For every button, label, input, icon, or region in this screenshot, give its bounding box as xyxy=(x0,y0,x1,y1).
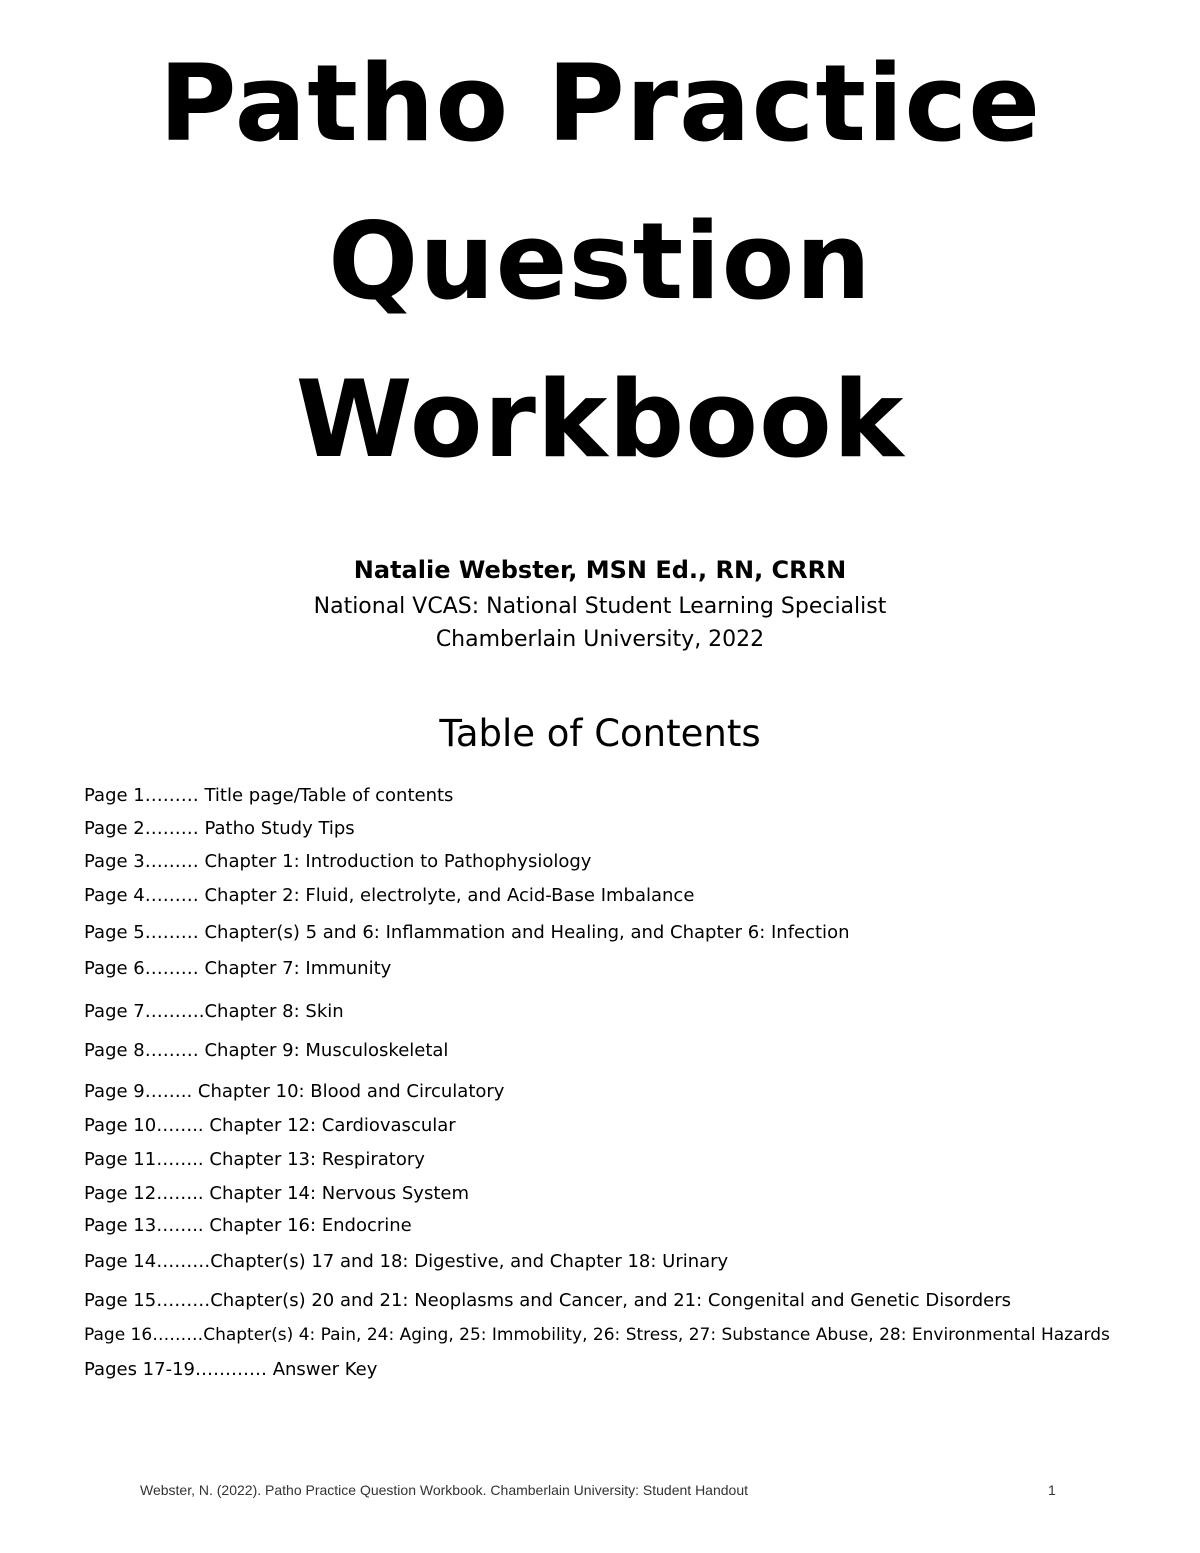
toc-entry xyxy=(84,850,591,874)
toc-entry xyxy=(84,1080,504,1104)
toc-leader: …….. xyxy=(156,1183,204,1204)
toc-page-label: Page 10 xyxy=(84,1115,157,1136)
toc-entry-title: Chapter 1: Introduction to Pathophysiology xyxy=(198,851,592,872)
author-role: National VCAS: National Student Learning Specialist xyxy=(313,594,887,619)
toc-entry-title: Chapter 10: Blood and Circulatory xyxy=(192,1081,505,1102)
toc-entry xyxy=(84,884,694,908)
toc-entry-title: Chapter 9: Musculoskeletal xyxy=(198,1040,449,1061)
toc-page-label: Page 12 xyxy=(84,1183,157,1204)
toc-leader: …….. xyxy=(156,1115,204,1136)
toc-entry xyxy=(84,1114,456,1138)
toc-entry-title: Patho Study Tips xyxy=(198,818,355,839)
toc-leader: ……… xyxy=(144,958,199,979)
toc-entry-title: Chapter 8: Skin xyxy=(204,1001,344,1022)
toc-page-label: Page 3 xyxy=(84,851,145,872)
toc-entry xyxy=(84,784,453,808)
title-line-1: Patho Practice xyxy=(158,42,1042,165)
toc-entry-title: Chapter 7: Immunity xyxy=(198,958,392,979)
toc-leader: ……… xyxy=(144,851,199,872)
toc-page-label: Page 8 xyxy=(84,1040,145,1061)
toc-entry-title: Chapter(s) 17 and 18: Digestive, and Chapter 18: Urinary xyxy=(210,1251,729,1272)
title-line-3: Workbook xyxy=(295,358,905,481)
toc-page-label: Page 13 xyxy=(84,1215,157,1236)
toc-page-label: Page 6 xyxy=(84,958,145,979)
toc-page-label: Page 2 xyxy=(84,818,145,839)
toc-entry xyxy=(84,1358,377,1382)
footer-citation: Webster, N. (2022). Patho Practice Question Workbook. Chamberlain University: Student Handout xyxy=(140,1482,749,1498)
toc-entry-title: Chapter 16: Endocrine xyxy=(203,1215,412,1236)
toc-entry xyxy=(84,1182,469,1206)
toc-entry xyxy=(84,1323,1110,1347)
toc-entry-title: Chapter(s) 20 and 21: Neoplasms and Cancer, and 21: Congenital and Genetic Disorders xyxy=(210,1290,1012,1311)
toc-entry-title: Chapter 12: Cardiovascular xyxy=(203,1115,456,1136)
toc-leader: ……… xyxy=(156,1290,211,1311)
toc-entry xyxy=(84,1289,1011,1313)
toc-leader: …….. xyxy=(156,1215,204,1236)
toc-entry xyxy=(84,1148,425,1172)
toc-entry-title: Chapter 14: Nervous System xyxy=(203,1183,469,1204)
toc-page-label: Page 11 xyxy=(84,1149,157,1170)
toc-page-label: Page 1 xyxy=(84,785,145,806)
toc-entry xyxy=(84,1214,412,1238)
toc-leader: ……… xyxy=(144,785,199,806)
toc-page-label: Page 14 xyxy=(84,1251,157,1272)
toc-entry-title: Chapter 2: Fluid, electrolyte, and Acid-Base Imbalance xyxy=(198,885,695,906)
toc-heading: Table of Contents xyxy=(439,712,761,755)
toc-page-label: Page 9 xyxy=(84,1081,145,1102)
footer-page-number: 1 xyxy=(1048,1482,1056,1498)
author-institution: Chamberlain University, 2022 xyxy=(435,627,765,652)
toc-entry xyxy=(84,921,849,945)
toc-page-label: Page 7 xyxy=(84,1001,145,1022)
toc-leader: ……… xyxy=(144,1040,199,1061)
toc-page-label: Page 16 xyxy=(84,1325,153,1345)
toc-entry-title: Answer Key xyxy=(266,1359,378,1380)
author-name: Natalie Webster, MSN Ed., RN, CRRN xyxy=(353,556,847,584)
title-line-2: Question xyxy=(328,200,872,323)
toc-entry-title: Chapter(s) 5 and 6: Inflammation and Healing, and Chapter 6: Infection xyxy=(198,922,850,943)
toc-page-label: Pages 17-19 xyxy=(84,1359,195,1380)
toc-entry xyxy=(84,1039,448,1063)
toc-leader: ………. xyxy=(144,1001,205,1022)
toc-leader: ……… xyxy=(156,1251,211,1272)
toc-entry xyxy=(84,1000,344,1024)
toc-leader: ……… xyxy=(144,922,199,943)
toc-leader: ……… xyxy=(144,885,199,906)
toc-entry xyxy=(84,1250,728,1274)
toc-entry xyxy=(84,817,355,841)
toc-leader: ……… xyxy=(144,818,199,839)
toc-leader: ………… xyxy=(194,1359,267,1380)
toc-leader: ……… xyxy=(152,1325,204,1345)
toc-entry xyxy=(84,957,391,981)
toc-entry-title: Chapter 13: Respiratory xyxy=(203,1149,425,1170)
toc-leader: …….. xyxy=(156,1149,204,1170)
toc-leader: …….. xyxy=(144,1081,193,1102)
toc-page-label: Page 15 xyxy=(84,1290,157,1311)
toc-page-label: Page 4 xyxy=(84,885,145,906)
toc-entry-title: Title page/Table of contents xyxy=(198,785,454,806)
toc-entry-title: Chapter(s) 4: Pain, 24: Aging, 25: Immobility, 26: Stress, 27: Substance Abuse, 28: Environmental Hazards xyxy=(203,1325,1110,1345)
toc-page-label: Page 5 xyxy=(84,922,145,943)
